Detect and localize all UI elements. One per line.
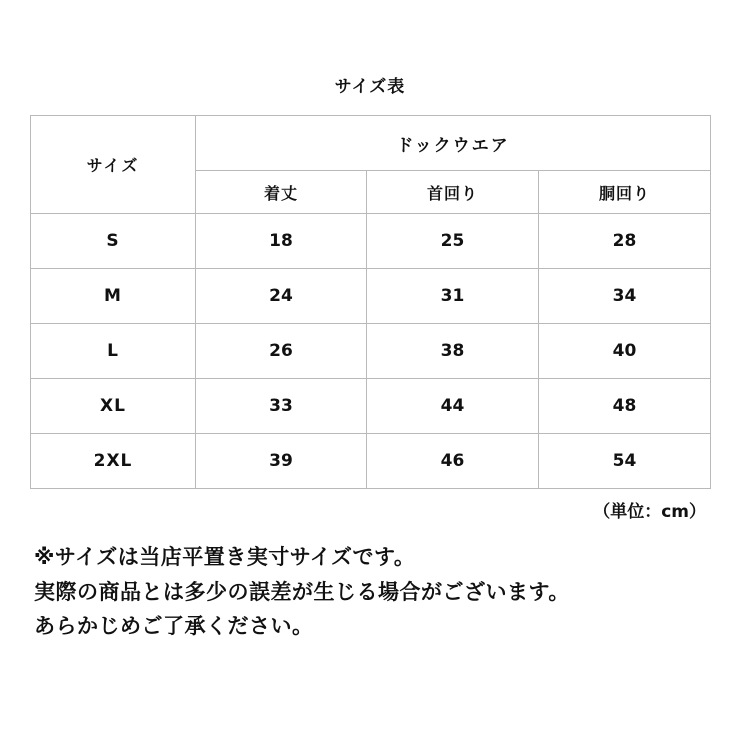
table-header-row-group — [31, 116, 711, 171]
cell-neck: 31 — [367, 269, 539, 324]
cell-neck: 38 — [367, 324, 539, 379]
note-line-1: ※サイズは当店平置き実寸サイズです。 — [34, 545, 416, 569]
notes-block — [30, 540, 710, 644]
row-size-label: XL — [31, 379, 196, 434]
row-size-label: 2XL — [31, 434, 196, 489]
cell-length: 26 — [196, 324, 367, 379]
header-chest: 胴回り — [539, 171, 711, 214]
row-size-label: M — [31, 269, 196, 324]
cell-chest: 48 — [539, 379, 711, 434]
cell-length: 33 — [196, 379, 367, 434]
cell-neck: 46 — [367, 434, 539, 489]
table-row — [31, 434, 711, 489]
cell-neck: 44 — [367, 379, 539, 434]
unit-note: （単位：cm） — [593, 502, 706, 522]
cell-chest: 40 — [539, 324, 711, 379]
cell-chest: 54 — [539, 434, 711, 489]
row-size-label: L — [31, 324, 196, 379]
header-size: サイズ — [31, 116, 196, 214]
table-row — [31, 269, 711, 324]
header-neck: 首回り — [367, 171, 539, 214]
cell-length: 24 — [196, 269, 367, 324]
header-group-dogwear: ドックウエア — [196, 116, 711, 171]
cell-length: 18 — [196, 214, 367, 269]
note-line-2: 実際の商品とは多少の誤差が生じる場合がございます。 — [34, 579, 570, 604]
table-row — [31, 379, 711, 434]
table-row — [31, 324, 711, 379]
size-table — [30, 115, 711, 489]
size-table-container — [30, 115, 710, 489]
note-line-3: あらかじめご了承ください。 — [34, 614, 314, 639]
cell-chest: 34 — [539, 269, 711, 324]
cell-chest: 28 — [539, 214, 711, 269]
row-size-label: S — [31, 214, 196, 269]
cell-length: 39 — [196, 434, 367, 489]
header-length: 着丈 — [196, 171, 367, 214]
table-row — [31, 214, 711, 269]
page-title: サイズ表 — [334, 77, 406, 97]
cell-neck: 25 — [367, 214, 539, 269]
